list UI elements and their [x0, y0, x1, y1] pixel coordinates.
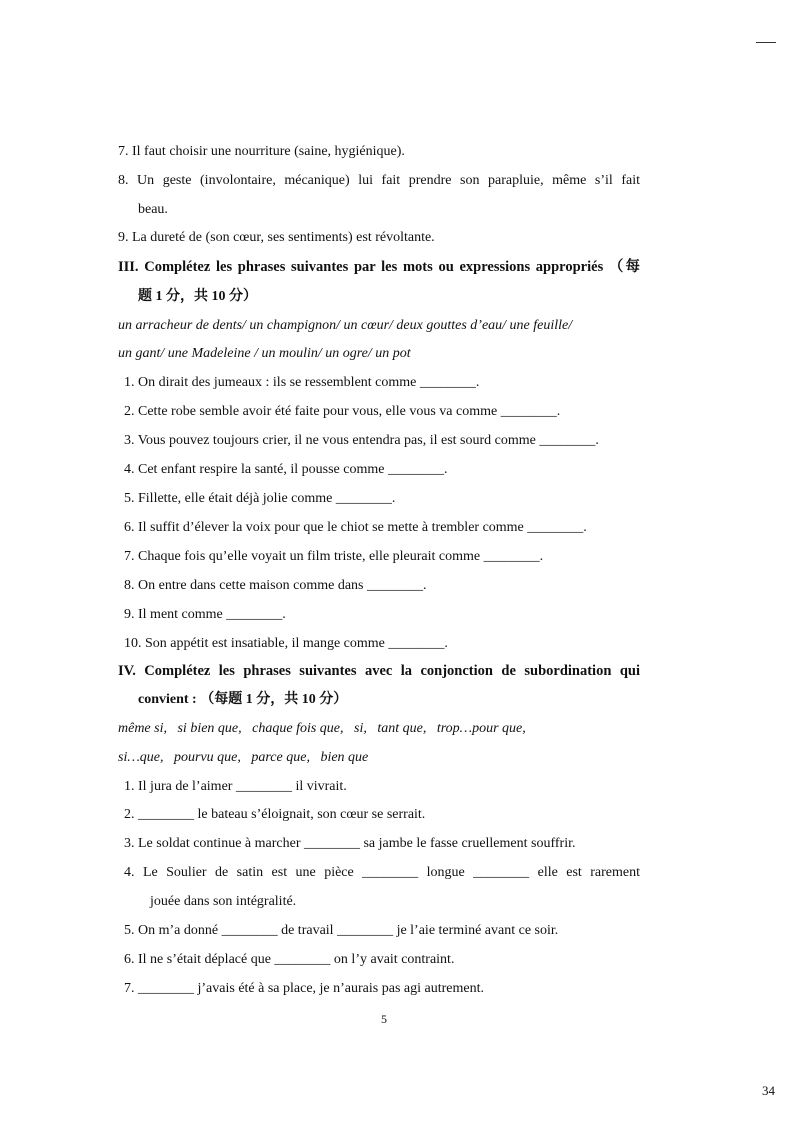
- exercise-item: 5. Fillette, elle était déjà jolie comme ________.: [124, 491, 396, 506]
- exercise-item: 6. Il suffit d’élever la voix pour que le chiot se mette à trembler comme ________.: [124, 520, 587, 535]
- exercise-item: 9. Il ment comme ________.: [124, 607, 286, 622]
- scan-mark: [756, 42, 776, 43]
- section-heading-points: 题 1 分，共 10 分）: [138, 289, 257, 304]
- exercise-item: 7. ________ j’avais été à sa place, je n’aurais pas agi autrement.: [124, 981, 484, 996]
- section-heading-points: convient : （每题 1 分，共 10 分）: [138, 692, 348, 707]
- sheet-number: 34: [762, 1083, 775, 1098]
- exercise-item: 10. Son appétit est insatiable, il mange comme ________.: [124, 636, 448, 651]
- exercise-item: 1. On dirait des jumeaux : ils se ressemblent comme ________.: [124, 375, 480, 390]
- word-bank: si…que, pourvu que, parce que, bien que: [118, 750, 369, 765]
- exercise-item: 3. Le soldat continue à marcher ________ sa jambe le fasse cruellement souffrir.: [124, 836, 576, 851]
- exercise-item: 6. Il ne s’était déplacé que ________ on l’y avait contraint.: [124, 952, 455, 967]
- exercise-item-continued: beau.: [138, 202, 168, 217]
- word-bank: un arracheur de dents/ un champignon/ un cœur/ deux gouttes d’eau/ une feuille/: [118, 318, 573, 333]
- exercise-item: 4. Cet enfant respire la santé, il pousse comme ________.: [124, 462, 448, 477]
- exercise-item: 1. Il jura de l’aimer ________ il vivrait.: [124, 779, 347, 794]
- exercise-item: 5. On m’a donné ________ de travail ________ je l’aie terminé avant ce soir.: [124, 923, 559, 938]
- word-bank: même si, si bien que, chaque fois que, si, tant que, trop…pour que,: [118, 721, 526, 736]
- exercise-item: 4. Le Soulier de satin est une pièce ________ longue ________ elle est rarement: [124, 865, 640, 880]
- word-bank: un gant/ une Madeleine / un moulin/ un ogre/ un pot: [118, 346, 411, 361]
- exercise-item: 9. La dureté de (son cœur, ses sentiments) est révoltante.: [118, 230, 435, 245]
- exercise-item: 2. ________ le bateau s’éloignait, son cœur se serrait.: [124, 807, 426, 822]
- exercise-item: 7. Il faut choisir une nourriture (saine, hygiénique).: [118, 144, 405, 159]
- exercise-item: 7. Chaque fois qu’elle voyait un film triste, elle pleurait comme ________.: [124, 549, 544, 564]
- section-heading: III. Complétez les phrases suivantes par les mots ou expressions appropriés （每: [118, 259, 640, 275]
- exercise-item-continued: jouée dans son intégralité.: [150, 894, 297, 909]
- page-number: 5: [381, 1012, 387, 1026]
- exercise-item: 2. Cette robe semble avoir été faite pour vous, elle vous va comme ________.: [124, 404, 561, 419]
- exercise-item: 8. Un geste (involontaire, mécanique) lui fait prendre son parapluie, même s’il fait: [118, 173, 640, 188]
- section-heading: IV. Complétez les phrases suivantes avec la conjonction de subordination qui: [118, 663, 640, 679]
- exercise-item: 3. Vous pouvez toujours crier, il ne vous entendra pas, il est sourd comme ________.: [124, 433, 599, 448]
- exercise-item: 8. On entre dans cette maison comme dans ________.: [124, 578, 427, 593]
